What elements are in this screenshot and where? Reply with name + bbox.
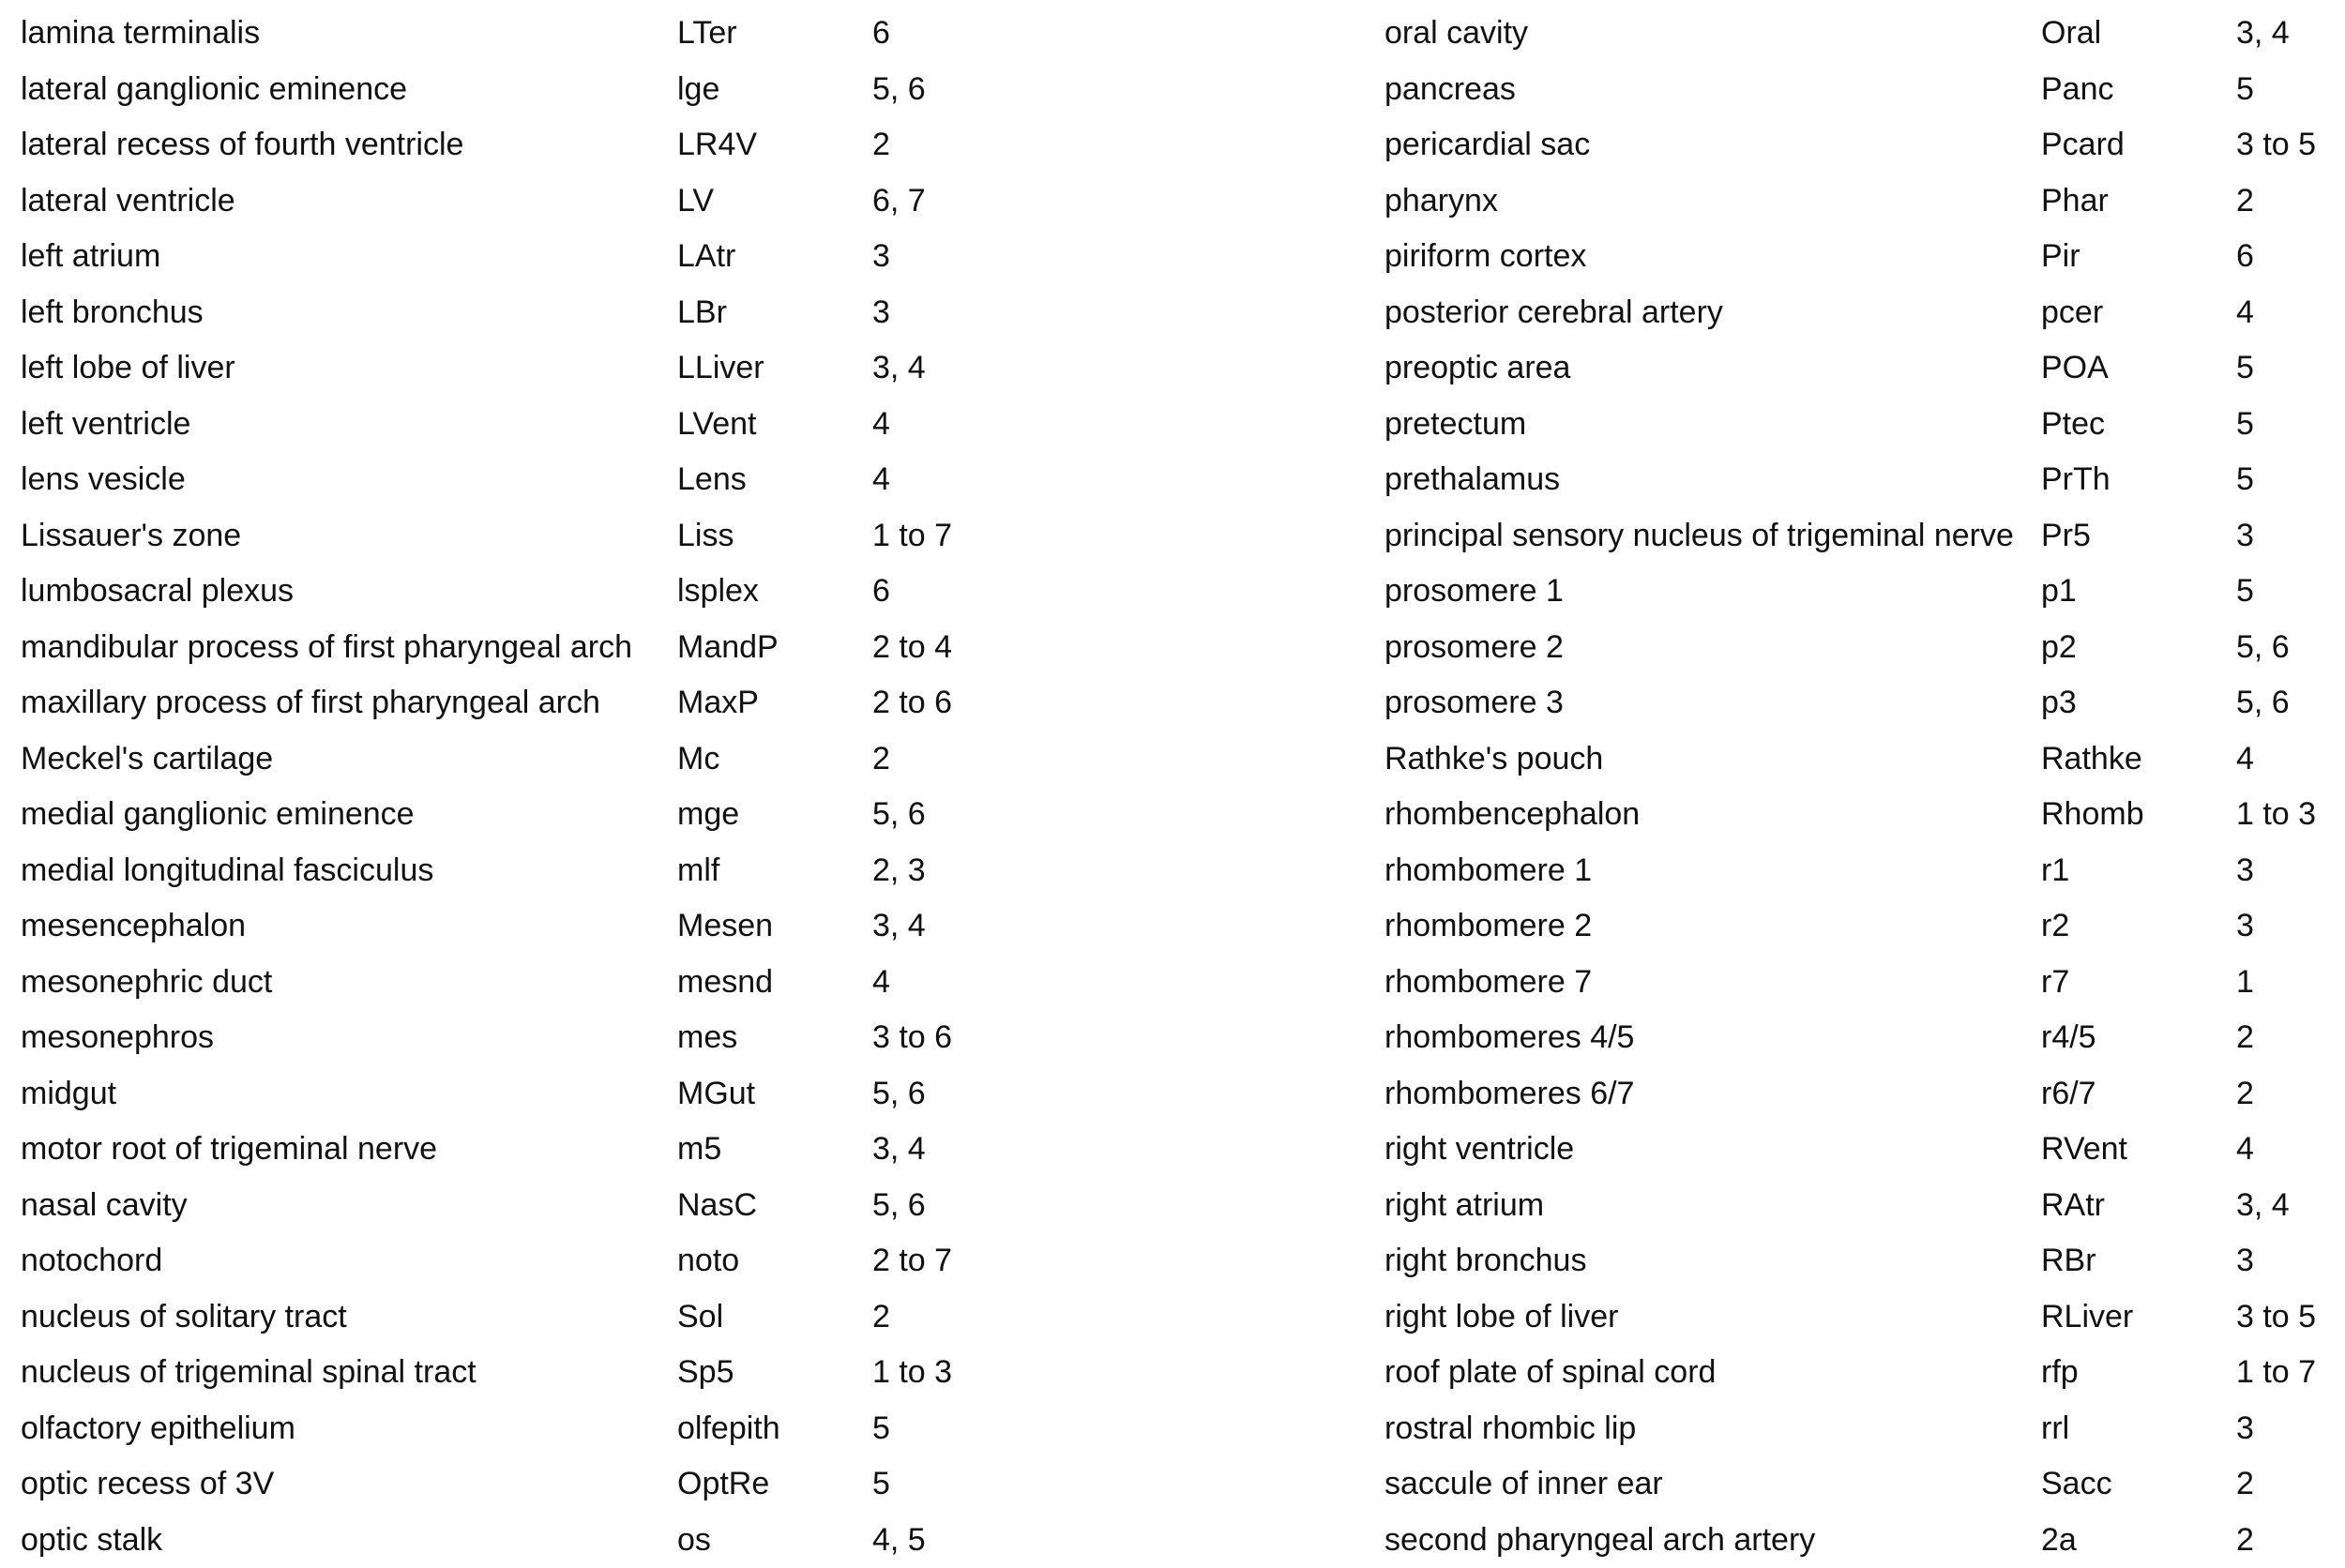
anatomical-term: lumbosacral plexus [21,564,294,620]
section-numbers: 2 [2236,1456,2254,1513]
section-numbers: 2 [872,117,890,173]
section-numbers: 3 to 5 [2236,1289,2316,1346]
abbreviation: olfepith [677,1401,780,1457]
section-numbers: 1 to 7 [872,508,952,565]
abbreviation: LBr [677,285,727,341]
anatomical-term: rhombomere 7 [1384,955,1592,1011]
section-numbers: 3, 4 [2236,6,2290,62]
abbreviation: Panc [2041,62,2114,118]
anatomical-term: right ventricle [1384,1122,1574,1178]
section-numbers: 3 [2236,1233,2254,1289]
anatomical-term: lateral ganglionic eminence [21,62,407,118]
abbreviation: rrl [2041,1401,2069,1457]
anatomical-term: nucleus of trigeminal spinal tract [21,1345,477,1401]
section-numbers: 5, 6 [2236,620,2290,676]
abbreviation: NasC [677,1178,757,1234]
section-numbers: 6, 7 [872,173,926,230]
section-numbers: 5, 6 [872,1066,926,1123]
section-numbers: 3, 4 [872,340,926,397]
anatomical-term: prosomere 3 [1384,675,1564,731]
anatomical-term: oral cavity [1384,6,1528,62]
anatomical-term: right lobe of liver [1384,1289,1618,1346]
section-numbers: 4 [872,955,890,1011]
section-numbers: 4 [2236,731,2254,788]
abbreviation: Pir [2041,229,2080,285]
abbreviation: LAtr [677,229,735,285]
abbreviation: rfp [2041,1345,2079,1401]
anatomical-term: mesencephalon [21,898,246,955]
section-numbers: 4 [872,397,890,453]
anatomical-term: medial ganglionic eminence [21,787,415,843]
anatomical-term: olfactory epithelium [21,1401,295,1457]
abbreviation: MGut [677,1066,755,1123]
abbreviation: mge [677,787,739,843]
abbreviation: LLiver [677,340,764,397]
abbreviation: LV [677,173,714,230]
abbreviation: Sp5 [677,1345,734,1401]
abbreviation: Lens [677,452,747,508]
anatomical-term: pancreas [1384,62,1516,118]
anatomical-term: nasal cavity [21,1178,188,1234]
section-numbers: 1 [2236,955,2254,1011]
anatomical-term: motor root of trigeminal nerve [21,1122,437,1178]
anatomical-term: preoptic area [1384,340,1570,397]
anatomical-term: mesonephric duct [21,955,272,1011]
abbreviation: Phar [2041,173,2109,230]
anatomical-term: prosomere 1 [1384,564,1564,620]
section-numbers: 3, 4 [2236,1178,2290,1234]
abbreviation: os [677,1513,711,1568]
abbreviation: Mesen [677,898,773,955]
abbreviation: RAtr [2041,1178,2105,1234]
section-numbers: 5, 6 [872,787,926,843]
anatomical-term: saccule of inner ear [1384,1456,1663,1513]
section-numbers: 2 [872,1289,890,1346]
section-numbers: 2 [2236,173,2254,230]
abbreviation: Sacc [2041,1456,2112,1513]
abbreviation: Ptec [2041,397,2105,453]
abbreviation: Rathke [2041,731,2142,788]
anatomical-term: Rathke's pouch [1384,731,1603,788]
anatomical-term: pretectum [1384,397,1526,453]
abbreviation: mlf [677,843,719,899]
abbreviation: r1 [2041,843,2069,899]
section-numbers: 2 [2236,1513,2254,1568]
anatomical-term: lens vesicle [21,452,186,508]
abbreviation: LVent [677,397,756,453]
anatomical-term: lateral ventricle [21,173,235,230]
abbreviation: r2 [2041,898,2069,955]
section-numbers: 3, 4 [872,898,926,955]
section-numbers: 6 [872,6,890,62]
abbreviation: 2a [2041,1513,2077,1568]
anatomical-term: right atrium [1384,1178,1544,1234]
abbreviation: OptRe [677,1456,769,1513]
anatomical-term: rhombomeres 6/7 [1384,1066,1634,1123]
abbreviation: Pr5 [2041,508,2091,565]
anatomical-term: rostral rhombic lip [1384,1401,1636,1457]
section-numbers: 4, 5 [872,1513,926,1568]
section-numbers: 3 [2236,843,2254,899]
section-numbers: 3 [2236,508,2254,565]
abbreviation: Pcard [2041,117,2125,173]
anatomical-term: rhombomeres 4/5 [1384,1010,1634,1066]
anatomical-term: lamina terminalis [21,6,260,62]
section-numbers: 5, 6 [872,62,926,118]
anatomical-term: lateral recess of fourth ventricle [21,117,463,173]
section-numbers: 5, 6 [872,1178,926,1234]
abbreviation: noto [677,1233,739,1289]
abbreviation: p2 [2041,620,2077,676]
section-numbers: 3 [872,229,890,285]
anatomical-term: left lobe of liver [21,340,235,397]
anatomical-term: right bronchus [1384,1233,1586,1289]
section-numbers: 4 [872,452,890,508]
section-numbers: 3 [872,285,890,341]
anatomical-term: medial longitudinal fasciculus [21,843,433,899]
anatomical-term: nucleus of solitary tract [21,1289,347,1346]
section-numbers: 5 [872,1401,890,1457]
abbreviation: RVent [2041,1122,2127,1178]
anatomical-term: piriform cortex [1384,229,1586,285]
abbreviation: p1 [2041,564,2077,620]
abbreviation: lsplex [677,564,759,620]
anatomical-term: Lissauer's zone [21,508,241,565]
abbreviation: LR4V [677,117,757,173]
anatomical-term: notochord [21,1233,162,1289]
abbreviation: LTer [677,6,737,62]
section-numbers: 2 [2236,1066,2254,1123]
section-numbers: 4 [2236,1122,2254,1178]
abbreviation: p3 [2041,675,2077,731]
abbreviation: MaxP [677,675,759,731]
abbreviation: pcer [2041,285,2103,341]
section-numbers: 5 [2236,564,2254,620]
anatomical-term: pharynx [1384,173,1498,230]
abbreviation: Rhomb [2041,787,2144,843]
anatomical-term: rhombomere 1 [1384,843,1592,899]
anatomical-term: prethalamus [1384,452,1560,508]
abbreviation: Oral [2041,6,2101,62]
section-numbers: 3 to 6 [872,1010,952,1066]
anatomical-term: optic recess of 3V [21,1456,274,1513]
section-numbers: 2 to 7 [872,1233,952,1289]
anatomical-term: rhombencephalon [1384,787,1640,843]
section-numbers: 2 [2236,1010,2254,1066]
abbreviation: PrTh [2041,452,2110,508]
anatomical-term: prosomere 2 [1384,620,1564,676]
anatomical-term: Meckel's cartilage [21,731,273,788]
anatomical-term: posterior cerebral artery [1384,285,1723,341]
section-numbers: 5, 6 [2236,675,2290,731]
section-numbers: 6 [2236,229,2254,285]
section-numbers: 2 to 6 [872,675,952,731]
section-numbers: 5 [872,1456,890,1513]
anatomical-term: midgut [21,1066,116,1123]
abbreviation: RLiver [2041,1289,2133,1346]
abbreviation: Mc [677,731,719,788]
anatomical-term: roof plate of spinal cord [1384,1345,1716,1401]
abbreviation: Sol [677,1289,723,1346]
abbreviation: m5 [677,1122,721,1178]
anatomical-term: principal sensory nucleus of trigeminal nerve [1384,508,2014,565]
section-numbers: 5 [2236,397,2254,453]
anatomical-term: rhombomere 2 [1384,898,1592,955]
anatomical-term: mandibular process of first pharyngeal arch [21,620,632,676]
section-numbers: 3 [2236,898,2254,955]
section-numbers: 4 [2236,285,2254,341]
section-numbers: 5 [2236,340,2254,397]
abbreviation: RBr [2041,1233,2096,1289]
section-numbers: 2 [872,731,890,788]
section-numbers: 3 to 5 [2236,117,2316,173]
anatomical-term: left bronchus [21,285,204,341]
section-numbers: 3 [2236,1401,2254,1457]
anatomical-term: pericardial sac [1384,117,1590,173]
section-numbers: 1 to 3 [872,1345,952,1401]
section-numbers: 3, 4 [872,1122,926,1178]
anatomical-term: mesonephros [21,1010,214,1066]
abbreviation: lge [677,62,719,118]
abbreviation: Liss [677,508,734,565]
section-numbers: 5 [2236,452,2254,508]
section-numbers: 2 to 4 [872,620,952,676]
section-numbers: 2, 3 [872,843,926,899]
abbreviation: r4/5 [2041,1010,2096,1066]
section-numbers: 1 to 3 [2236,787,2316,843]
abbreviation: r6/7 [2041,1066,2096,1123]
abbreviation: MandP [677,620,779,676]
section-numbers: 5 [2236,62,2254,118]
anatomical-term: second pharyngeal arch artery [1384,1513,1815,1568]
abbreviation: mes [677,1010,737,1066]
section-numbers: 1 to 7 [2236,1345,2316,1401]
anatomical-term: left atrium [21,229,160,285]
abbreviation: r7 [2041,955,2069,1011]
abbreviation: POA [2041,340,2109,397]
anatomical-term: optic stalk [21,1513,162,1568]
section-numbers: 6 [872,564,890,620]
anatomical-term: maxillary process of first pharyngeal arch [21,675,600,731]
abbreviation: mesnd [677,955,773,1011]
anatomical-term: left ventricle [21,397,190,453]
